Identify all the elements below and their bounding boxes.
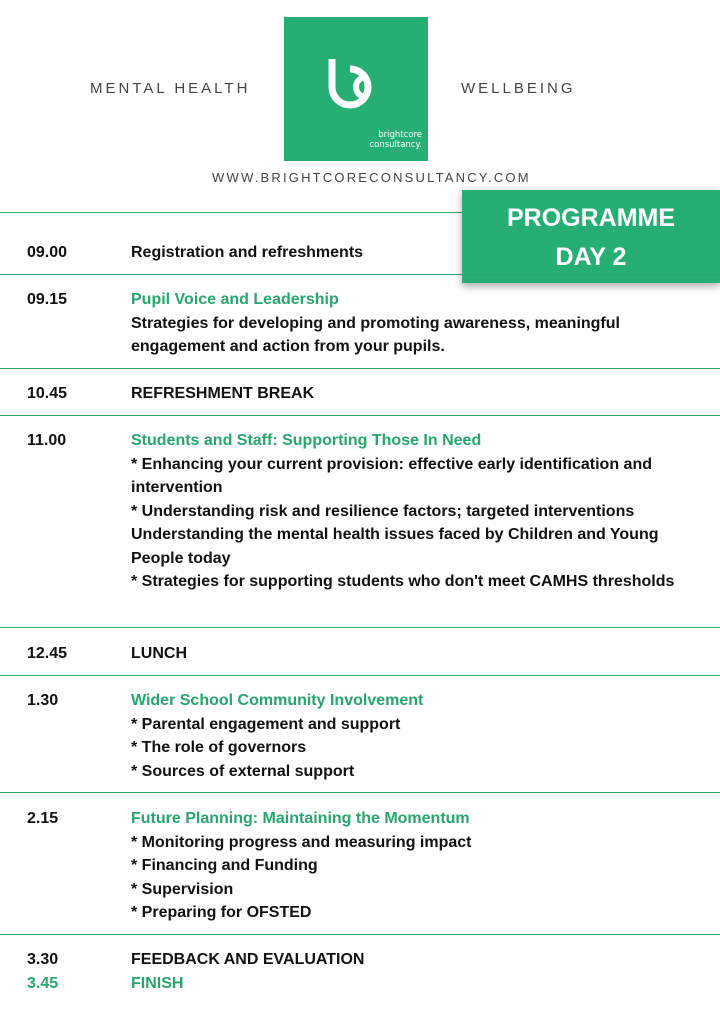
divider bbox=[0, 627, 720, 628]
bc-logo-icon bbox=[328, 57, 384, 113]
session-heading: Wider School Community Involvement bbox=[131, 692, 424, 709]
schedule-time: 3.30 bbox=[27, 951, 59, 968]
schedule-time: 3.45 bbox=[27, 975, 59, 992]
schedule-time: 1.30 bbox=[27, 692, 59, 709]
session-heading: Future Planning: Maintaining the Momentum bbox=[131, 810, 470, 827]
session-line: * Sources of external support bbox=[131, 762, 355, 780]
schedule-time: 2.15 bbox=[27, 810, 59, 827]
logo-line-consultancy: consultancy. bbox=[369, 140, 422, 150]
schedule-time: 11.00 bbox=[27, 432, 67, 449]
session-line: Understanding the mental health issues faced by Children and Young People today bbox=[131, 526, 659, 567]
divider bbox=[0, 934, 720, 935]
schedule-text: Registration and refreshments bbox=[131, 244, 364, 261]
website-url[interactable]: WWW.BRIGHTCORECONSULTANCY.COM bbox=[212, 170, 531, 185]
schedule-text: LUNCH bbox=[131, 645, 187, 662]
session-line: * Understanding risk and resilience factors; targeted interventions bbox=[131, 502, 635, 520]
session-line: * Preparing for OFSTED bbox=[131, 904, 312, 921]
divider bbox=[0, 368, 720, 369]
header-mental-health-label: MENTAL HEALTH bbox=[90, 80, 251, 97]
session-heading: Students and Staff: Supporting Those In Need bbox=[131, 432, 482, 449]
session-line: * Enhancing your current provision: effective early identification and intervention bbox=[131, 455, 652, 496]
session-line: * Strategies for supporting students who don't meet CAMHS thresholds bbox=[131, 573, 675, 590]
schedule-text: REFRESHMENT BREAK bbox=[131, 385, 315, 402]
schedule-body bbox=[131, 288, 706, 359]
session-heading: Pupil Voice and Leadership bbox=[131, 291, 339, 308]
brightcore-logo bbox=[284, 17, 428, 161]
programme-day: DAY 2 bbox=[555, 243, 627, 271]
divider bbox=[0, 792, 720, 793]
programme-day-badge bbox=[462, 190, 720, 283]
session-line: * The role of governors bbox=[131, 739, 307, 756]
divider bbox=[0, 274, 720, 275]
logo-line-brightcore: brightcore bbox=[378, 130, 422, 140]
logo-wordmark bbox=[364, 130, 422, 150]
schedule-time: 12.45 bbox=[27, 645, 68, 662]
schedule-time: 09.00 bbox=[27, 244, 68, 261]
schedule-text: FEEDBACK AND EVALUATION bbox=[131, 951, 365, 968]
session-line: * Financing and Funding bbox=[131, 857, 318, 874]
session-line: Strategies for developing and promoting awareness, meaningful engagement and action from your pupils. bbox=[131, 314, 620, 355]
schedule-time: 09.15 bbox=[27, 291, 68, 308]
schedule-body bbox=[131, 807, 706, 925]
schedule-time: 10.45 bbox=[27, 385, 68, 402]
divider bbox=[0, 415, 720, 416]
divider bbox=[0, 675, 720, 676]
schedule-body bbox=[131, 689, 706, 783]
programme-title: PROGRAMME bbox=[506, 204, 676, 232]
session-line: * Monitoring progress and measuring impact bbox=[131, 833, 472, 851]
session-line: * Parental engagement and support bbox=[131, 715, 401, 733]
session-line: * Supervision bbox=[131, 880, 234, 898]
schedule-body bbox=[131, 429, 706, 594]
header-wellbeing-label: WELLBEING bbox=[461, 80, 576, 97]
schedule-text: FINISH bbox=[131, 975, 184, 992]
